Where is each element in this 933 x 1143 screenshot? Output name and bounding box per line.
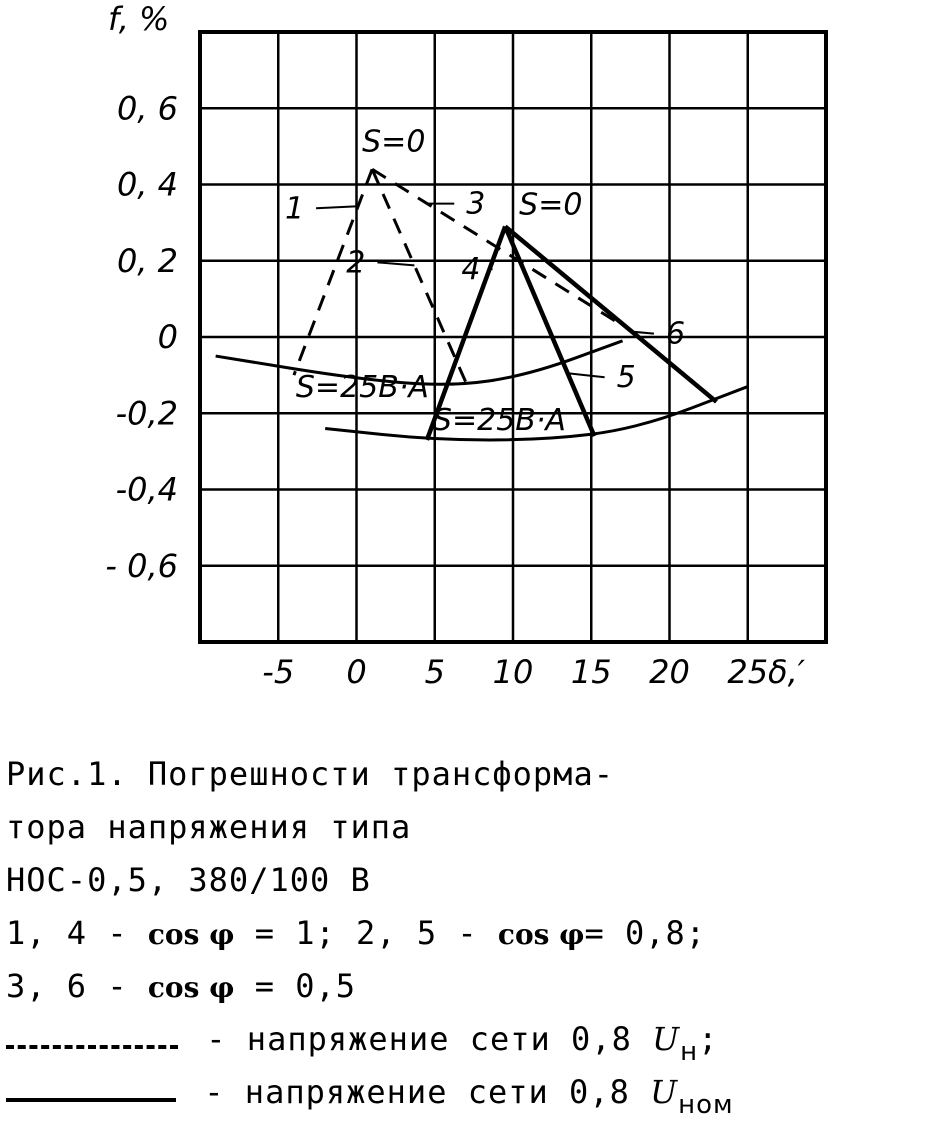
curve-label-4: 4 — [461, 252, 481, 288]
solid-line-legend-icon — [6, 1086, 176, 1102]
curve-label-3: 3 — [466, 186, 486, 222]
x-tick-label: 15 — [570, 653, 612, 691]
cos-phi-label: cos φ — [147, 971, 235, 1004]
cos-phi-label: cos φ — [147, 918, 235, 951]
series-line-6 — [505, 226, 716, 401]
x-tick-label: 0 — [346, 653, 367, 691]
caption-curves-1-4: 1, 4 - — [6, 914, 148, 952]
x-tick-label: 20 — [649, 653, 690, 691]
y-tick-label: -0,4 — [115, 470, 178, 509]
caption-value-1: = 1; 2, 5 - — [234, 914, 498, 952]
legend-dashed-end: ; — [698, 1020, 719, 1058]
curve-label-1: 1 — [284, 191, 305, 227]
caption-curves-3-6: 3, 6 - — [6, 967, 148, 1005]
y-tick-label: 0, 2 — [116, 241, 178, 280]
curve-label-leader — [316, 206, 358, 208]
voltage-subscript: н — [680, 1037, 699, 1067]
x-tick-label: 25 — [727, 653, 769, 691]
x-tick-label: -5 — [262, 653, 295, 691]
annotation-label: S=0 — [362, 124, 426, 160]
legend-dashed-text: - напряжение сети 0,8 — [186, 1020, 653, 1058]
series-line-2 — [372, 169, 466, 383]
caption-value-08: = 0,8; — [584, 914, 707, 952]
legend-solid-text: - напряжение сети 0,8 — [184, 1073, 651, 1111]
caption-line-6 — [6, 1013, 931, 1066]
curve-label-2: 2 — [346, 245, 366, 281]
annotation-label: S=0 — [519, 187, 583, 223]
voltage-symbol: U — [650, 1073, 679, 1111]
curve-label-leader — [377, 262, 414, 265]
annotation-label: S=25B·A — [295, 370, 429, 406]
caption-line-3: НОС-0,5, 380/100 В — [6, 861, 371, 899]
y-tick-label: 0 — [157, 318, 178, 356]
dashed-line-legend-icon — [6, 1033, 178, 1049]
y-tick-label: - 0,6 — [105, 546, 178, 585]
caption-line-4 — [6, 907, 931, 960]
y-tick-label: 0, 6 — [116, 89, 178, 128]
curve-label-6: 6 — [665, 316, 686, 352]
caption-line-5 — [6, 960, 931, 1013]
caption-line-1: Рис.1. Погрешности трансформа- — [6, 755, 614, 793]
caption-line-2: тора напряжения типа — [6, 808, 412, 846]
curve-label-5: 5 — [616, 360, 636, 396]
y-tick-label: -0,2 — [115, 394, 178, 433]
cos-phi-label: cos φ — [497, 918, 585, 951]
y-tick-label: 0, 4 — [116, 165, 178, 204]
x-axis-title: δ,′ — [768, 653, 806, 691]
curve-label-leader — [568, 373, 605, 377]
voltage-subscript: ном — [678, 1090, 734, 1120]
y-axis-title: f, % — [108, 0, 170, 38]
x-tick-label: 5 — [424, 653, 445, 691]
caption-line-7 — [6, 1066, 931, 1119]
figure-caption — [6, 748, 931, 1119]
caption-value-05: = 0,5 — [234, 967, 357, 1005]
voltage-symbol: U — [652, 1020, 681, 1058]
x-tick-label: 10 — [492, 653, 534, 691]
annotation-label: S=25B·A — [432, 402, 566, 438]
